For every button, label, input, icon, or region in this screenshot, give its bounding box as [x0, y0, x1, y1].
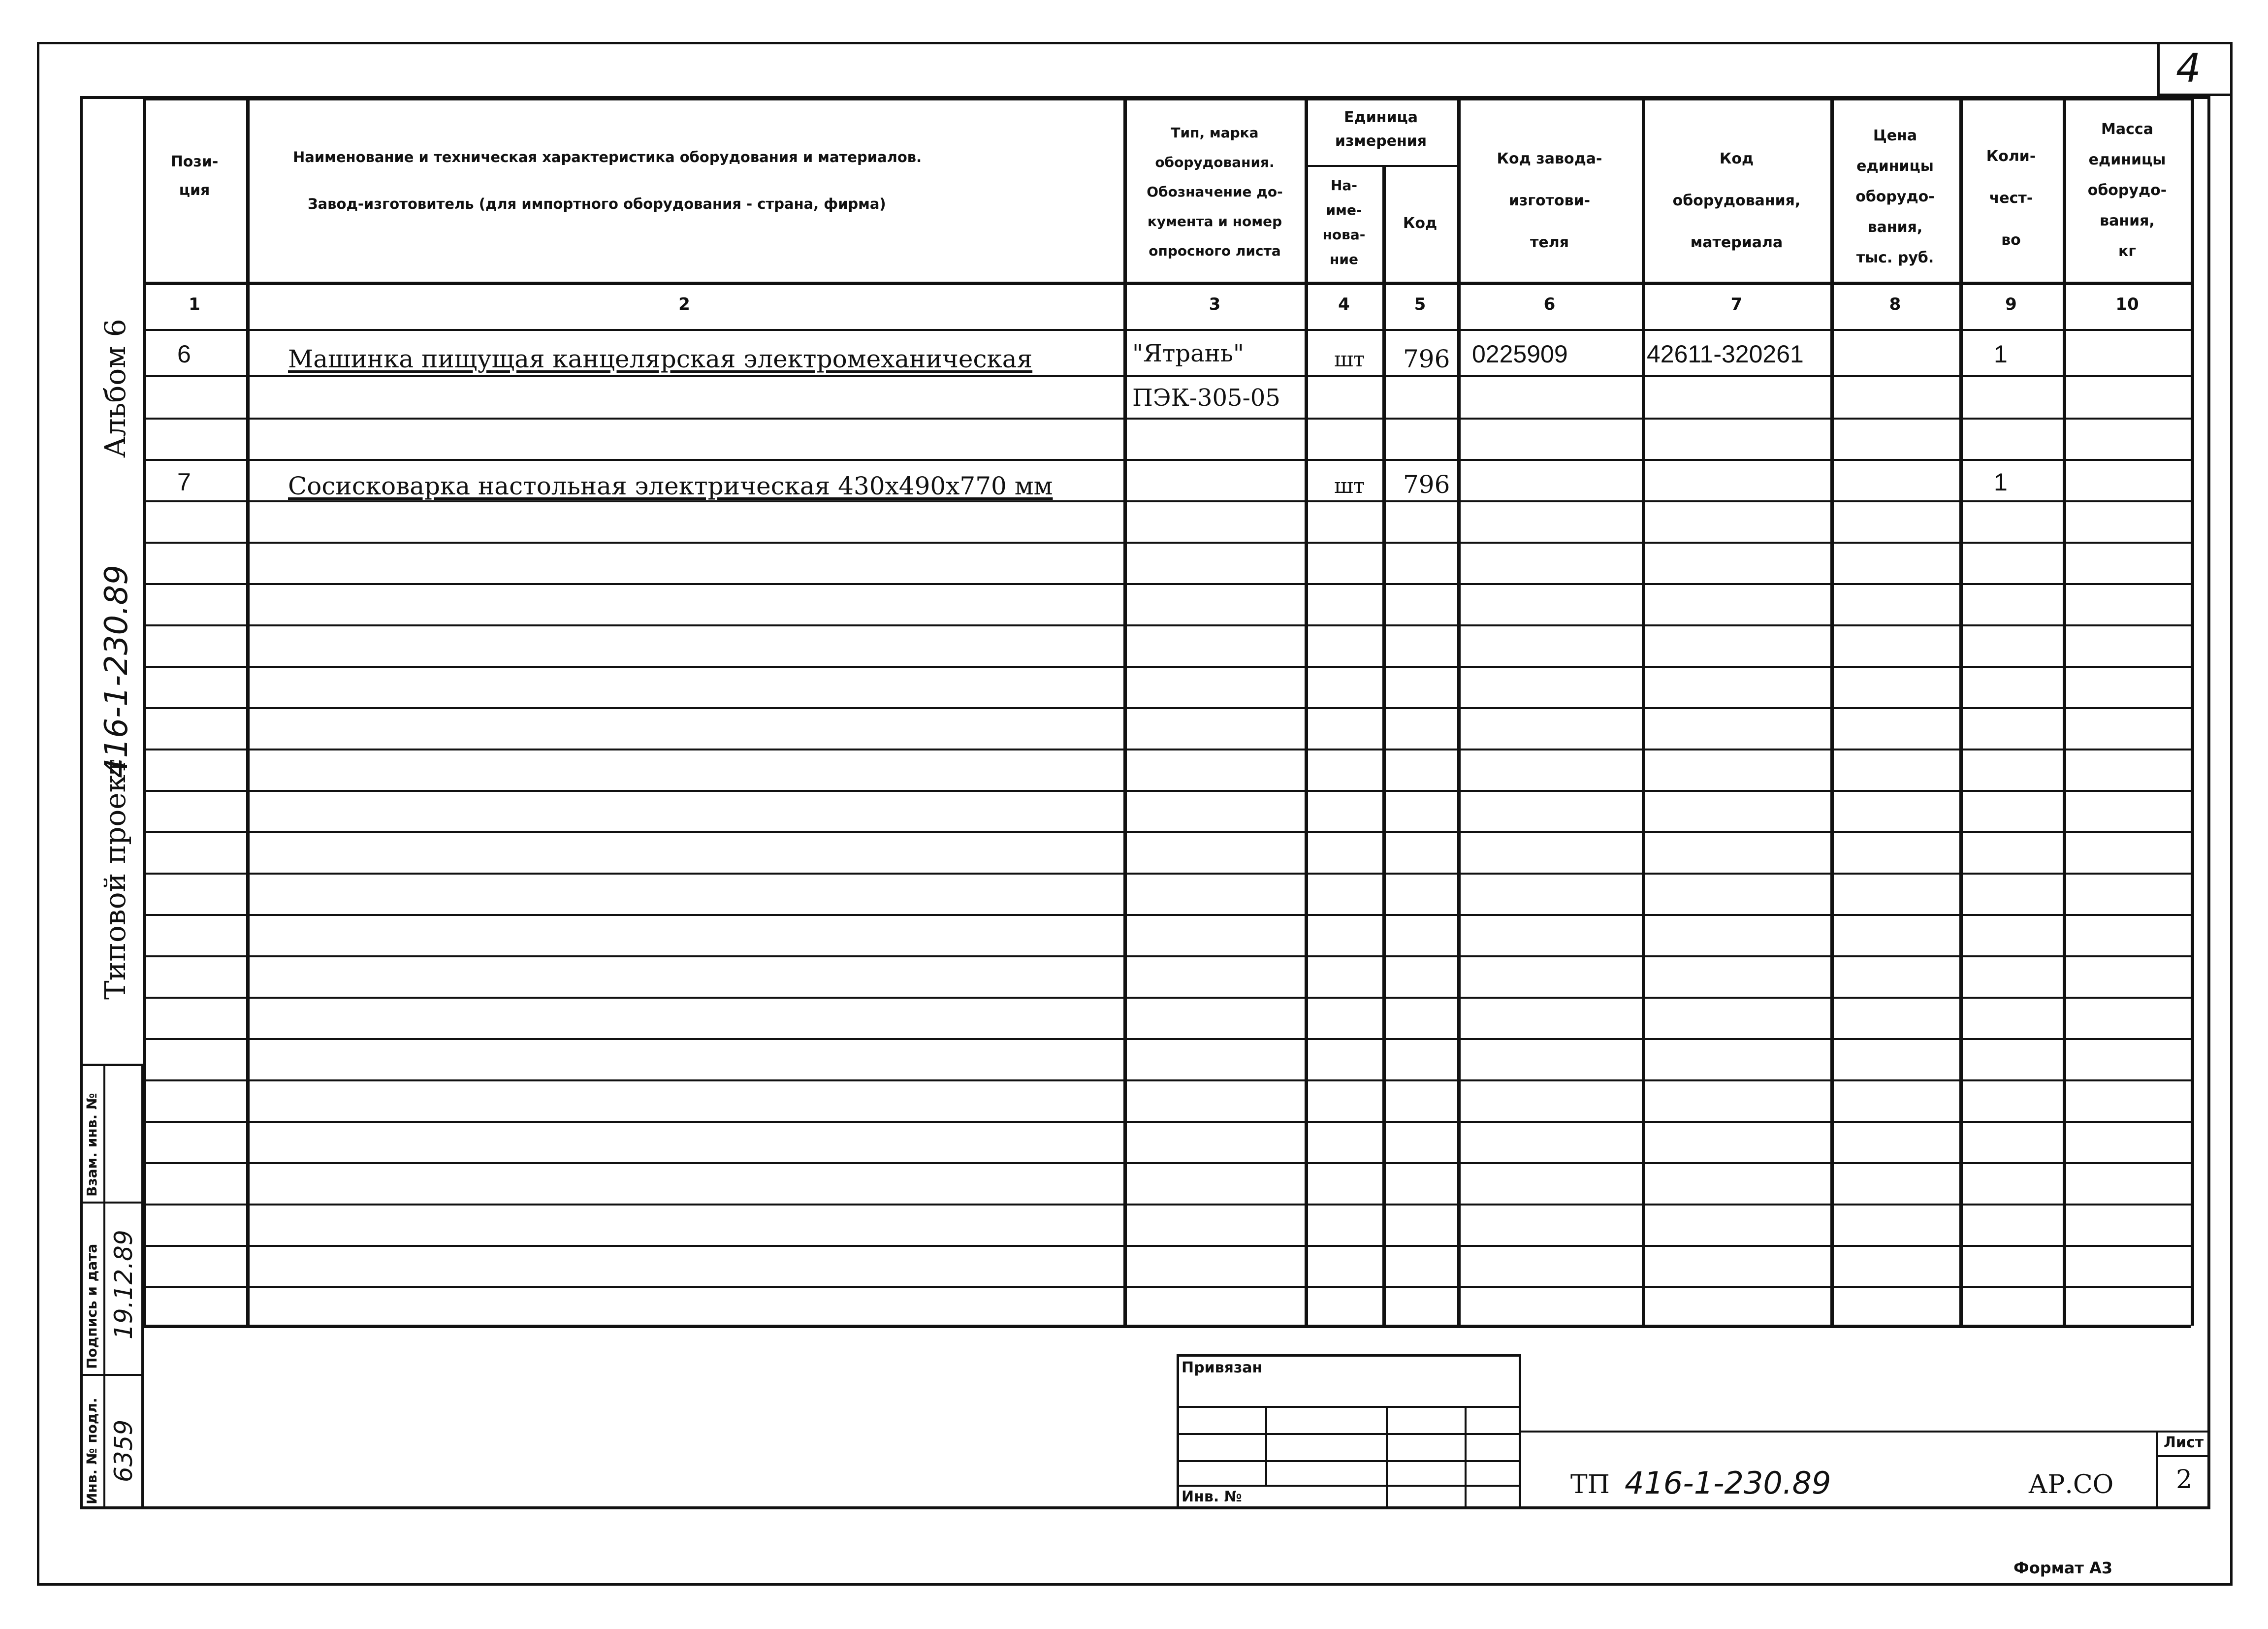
- linked-vline: [1465, 1406, 1467, 1509]
- row-unit-code: 796: [1403, 345, 1450, 373]
- header-position: Пози- ция: [170, 153, 219, 199]
- col-line-6: [1642, 97, 1645, 1326]
- header-mass: Масса единицы оборудо- вания, кг: [2087, 121, 2167, 260]
- header-price: Цена единицы оборудо- вания, тыс. руб.: [1855, 127, 1935, 266]
- col-line-9: [2063, 97, 2066, 1326]
- row-line: [143, 1204, 2191, 1205]
- colnum-6: 6: [1543, 294, 1556, 314]
- sheet-label: Лист: [2164, 1434, 2204, 1451]
- header-quantity: Коли- чест- во: [1986, 148, 2036, 249]
- title-top-line: [1521, 1431, 2210, 1433]
- table-bottom-line: [143, 1325, 2191, 1328]
- row-name: Машинка пищущая канцелярская электромеханическая: [288, 345, 1033, 373]
- colnum-2: 2: [678, 294, 690, 314]
- header-factory-code: Код завода- изготови- теля: [1497, 150, 1602, 251]
- header-bottom-line: [143, 282, 2191, 285]
- row-name: Сосисковарка настольная электрическая 430х490х770 мм: [288, 472, 1053, 500]
- row-line: [143, 624, 2191, 626]
- col-line-3: [1305, 97, 1308, 1326]
- row-line: [143, 500, 2191, 502]
- row-line: [143, 914, 2191, 916]
- side-inv-orig: Инв. № подл.: [84, 1398, 100, 1504]
- colnum-10: 10: [2115, 294, 2139, 314]
- row-quantity: 1: [1994, 468, 2008, 496]
- row-line: [143, 997, 2191, 999]
- left-stamp-divider: [103, 1064, 105, 1509]
- row-unit-code: 796: [1403, 470, 1450, 499]
- sheet-value: 2: [2176, 1465, 2193, 1495]
- row-position: 7: [177, 468, 191, 496]
- linked-line: [1177, 1433, 1521, 1435]
- col-line-7: [1830, 97, 1834, 1326]
- row-line: [143, 1245, 2191, 1247]
- colnum-5: 5: [1414, 294, 1426, 314]
- side-inv-replace: Взам. инв. №: [84, 1093, 100, 1197]
- linked-vline: [1265, 1406, 1267, 1485]
- doc-number: 416-1-230.89: [1625, 1465, 1831, 1501]
- side-album-label: Альбом 6: [98, 319, 132, 458]
- colnum-8: 8: [1889, 294, 1901, 314]
- row-line: [143, 1038, 2191, 1040]
- header-equipment-code: Код оборудования, материала: [1672, 150, 1801, 251]
- row-line: [143, 542, 2191, 544]
- linked-label: Привязан: [1182, 1359, 1263, 1376]
- colnum-9: 9: [2005, 294, 2017, 314]
- colnum-3: 3: [1209, 294, 1221, 314]
- colnum-bottom-line: [143, 329, 2191, 331]
- header-type: Тип, марка оборудования. Обозначение до- кумента и номер опросного листа: [1147, 125, 1283, 259]
- linked-line: [1177, 1406, 1521, 1408]
- row-line: [143, 1286, 2191, 1288]
- header-name-line2: Завод-изготовитель (для импортного оборудования - страна, фирма): [308, 195, 886, 212]
- row-factory-code: 0225909: [1472, 340, 1568, 368]
- row-type-line1: "Ятрань": [1132, 340, 1244, 367]
- row-line: [143, 749, 2191, 750]
- header-unit-group: Единица измерения: [1335, 109, 1427, 150]
- row-equipment-code: 42611-320261: [1647, 340, 1804, 368]
- sheet-number-top: 4: [2176, 45, 2201, 91]
- header-unit-code: Код: [1403, 215, 1437, 232]
- side-inv-orig-value: 6359: [109, 1419, 138, 1482]
- row-line: [143, 1121, 2191, 1123]
- header-unit-name: На- име- нова- ние: [1322, 177, 1366, 267]
- row-line: [143, 873, 2191, 875]
- left-stamp-line: [80, 1374, 144, 1376]
- row-line: [143, 666, 2191, 668]
- side-sign-date-value: 19.12.89: [109, 1230, 138, 1339]
- sheet-box-line: [2156, 1455, 2210, 1457]
- col-line-10: [2191, 97, 2194, 1326]
- linked-vline: [1386, 1406, 1388, 1509]
- table-top-line: [143, 97, 2191, 100]
- row-line: [143, 1079, 2191, 1081]
- col-line-2: [1123, 97, 1127, 1326]
- col-line-8: [1959, 97, 1963, 1326]
- col-line-1: [246, 97, 250, 1326]
- inv-no-label: Инв. №: [1182, 1488, 1242, 1505]
- row-type-line2: ПЭК-305-05: [1132, 384, 1280, 412]
- row-line: [143, 459, 2191, 461]
- colnum-7: 7: [1730, 294, 1743, 314]
- row-unit-name: шт: [1334, 347, 1365, 371]
- row-line: [143, 583, 2191, 585]
- side-project-prefix: Типовой проект: [98, 759, 132, 1000]
- col-line-5: [1457, 97, 1461, 1326]
- row-quantity: 1: [1994, 340, 2008, 368]
- format-label: Формат А3: [2013, 1559, 2113, 1577]
- row-line: [143, 375, 2191, 377]
- row-line: [143, 418, 2191, 420]
- row-line: [143, 790, 2191, 792]
- unit-group-line: [1305, 165, 1457, 167]
- col-line-4: [1382, 165, 1386, 1326]
- doc-code: АР.СО: [2028, 1470, 2114, 1499]
- side-sign-date: Подпись и дата: [84, 1243, 100, 1369]
- row-line: [143, 1162, 2191, 1164]
- row-unit-name: шт: [1334, 474, 1365, 498]
- left-stamp-line: [80, 1202, 144, 1204]
- header-name-line1: Наименование и техническая характеристика оборудования и материалов.: [293, 149, 922, 165]
- doc-prefix: ТП: [1570, 1470, 1610, 1499]
- colnum-1: 1: [189, 294, 200, 314]
- linked-line: [1177, 1485, 1521, 1487]
- colnum-4: 4: [1338, 294, 1350, 314]
- row-line: [143, 831, 2191, 833]
- row-line: [143, 955, 2191, 957]
- row-line: [143, 707, 2191, 709]
- side-project-number: 416-1-230.89: [98, 565, 135, 778]
- row-position: 6: [177, 340, 191, 368]
- linked-line: [1177, 1460, 1521, 1462]
